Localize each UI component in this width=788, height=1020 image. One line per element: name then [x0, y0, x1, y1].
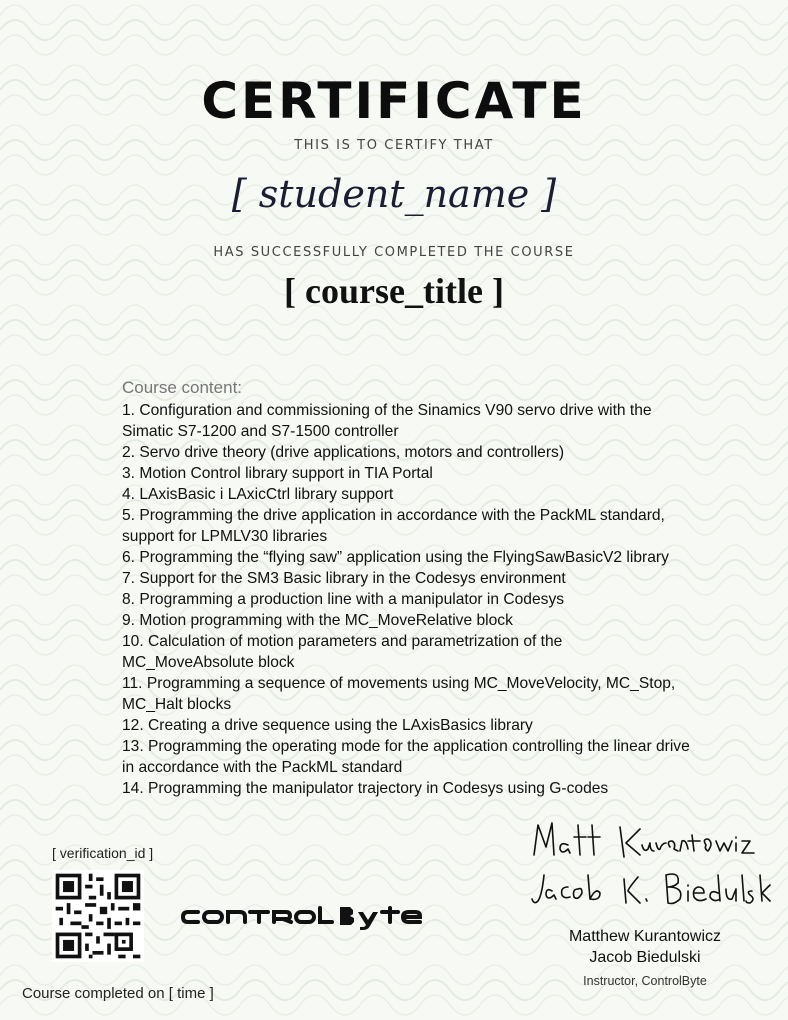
qr-code — [52, 870, 144, 962]
instructor-name-1: Matthew Kurantowicz — [568, 928, 722, 945]
student-name: [ student_name ] — [231, 172, 557, 216]
list-item: 13. Programming the operating mode for the application controlling the linear drive in accordance with the PackML standard — [122, 738, 690, 776]
course-title: [ course_title ] — [284, 271, 504, 311]
list-item: 8. Programming a production line with a manipulator in Codesys — [122, 591, 565, 608]
instructor-signatures — [528, 815, 773, 915]
instructor-names — [540, 926, 750, 968]
instructor-name-2: Jacob Biedulski — [589, 949, 701, 966]
course-content-list — [122, 400, 692, 799]
list-item: 10. Calculation of motion parameters and parametrization of the MC_MoveAbsolute block — [122, 633, 563, 671]
instructor-role: Instructor, ControlByte — [583, 974, 707, 988]
list-item: 14. Programming the manipulator trajectory in Codesys using G-codes — [122, 780, 609, 797]
list-item: 11. Programming a sequence of movements using MC_MoveVelocity, MC_Stop, MC_Halt blocks — [122, 675, 676, 713]
list-item: 1. Configuration and commissioning of the Sinamics V90 servo drive with the Simatic S7-1200 and S7-1500 controller — [122, 402, 652, 440]
list-item: 5. Programming the drive application in accordance with the PackML standard, support for LPMLV30 libraries — [122, 507, 665, 545]
list-item: 4. LAxisBasic i LAxicCtrl library support — [122, 486, 394, 503]
certify-line: THIS IS TO CERTIFY THAT — [294, 138, 494, 153]
verification-id: [ verification_id ] — [52, 845, 154, 861]
completed-course-line: HAS SUCCESSFULLY COMPLETED THE COURSE — [213, 245, 575, 260]
list-item: 12. Creating a drive sequence using the LAxisBasics library — [122, 717, 533, 734]
list-item: 2. Servo drive theory (drive applications, motors and controllers) — [122, 444, 565, 461]
list-item: 3. Motion Control library support in TIA Portal — [122, 465, 433, 482]
completion-date: Course completed on [ time ] — [22, 985, 214, 1002]
list-item: 9. Motion programming with the MC_MoveRelative block — [122, 612, 513, 629]
controlbyte-logo — [180, 900, 432, 934]
list-item: 7. Support for the SM3 Basic library in the Codesys environment — [122, 570, 566, 587]
list-item: 6. Programming the “flying saw” application using the FlyingSawBasicV2 library — [122, 549, 669, 566]
course-content-heading: Course content: — [122, 378, 243, 397]
certificate-title: CERTIFICATE — [201, 72, 587, 130]
